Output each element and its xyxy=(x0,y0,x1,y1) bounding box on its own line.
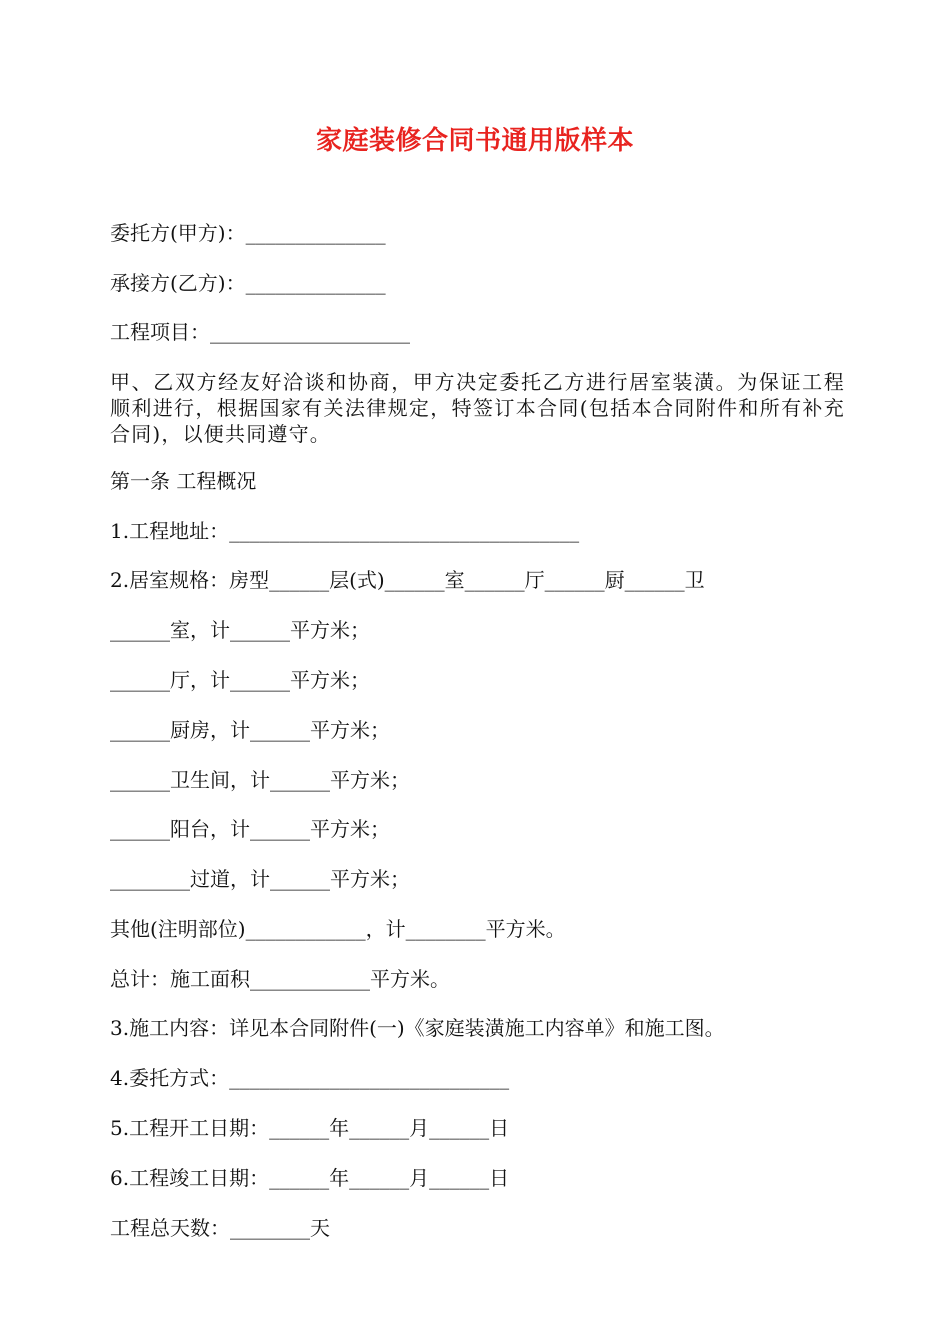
item3-content: 3.施工内容：详见本合同附件(一)《家庭装潢施工内容单》和施工图。 xyxy=(110,1016,725,1040)
corridor-area-line: ________过道，计______平方米； xyxy=(110,867,410,891)
bathroom-area-line: ______卫生间，计______平方米； xyxy=(110,768,410,792)
item2-spec: 2.居室规格：房型______层(式)______室______厅______厨______卫 xyxy=(110,568,705,592)
other-area-line: 其他(注明部位)____________，计________平方米。 xyxy=(110,917,566,941)
article1-heading: 第一条 工程概况 xyxy=(110,469,257,493)
document-title: 家庭装修合同书通用版样本 xyxy=(315,126,634,156)
project-line: 工程项目：____________________ xyxy=(110,320,410,344)
party-a-line: 委托方(甲方)：______________ xyxy=(110,221,386,245)
room-area-line: ______室，计______平方米； xyxy=(110,618,370,642)
hall-area-line: ______厅，计______平方米； xyxy=(110,668,370,692)
total-area-line: 总计：施工面积____________平方米。 xyxy=(110,967,450,991)
item4-method: 4.委托方式：____________________________ xyxy=(110,1066,510,1090)
item6-end-date: 6.工程竣工日期：______年______月______日 xyxy=(110,1166,510,1190)
item1-address: 1.工程地址：___________________________________ xyxy=(110,519,580,543)
party-b-line: 承接方(乙方)：______________ xyxy=(110,271,386,295)
intro-paragraph: 甲、乙双方经友好洽谈和协商，甲方决定委托乙方进行居室装潢。为保证工程顺利进行，根据国家有关法律规定，特签订本合同(包括本合同附件和所有补充合同)，以便共同遵守。 xyxy=(110,370,845,446)
balcony-area-line: ______阳台，计______平方米； xyxy=(110,817,390,841)
item5-start-date: 5.工程开工日期：______年______月______日 xyxy=(110,1116,510,1140)
total-days-line: 工程总天数：________天 xyxy=(110,1216,330,1240)
kitchen-area-line: ______厨房，计______平方米； xyxy=(110,718,390,742)
